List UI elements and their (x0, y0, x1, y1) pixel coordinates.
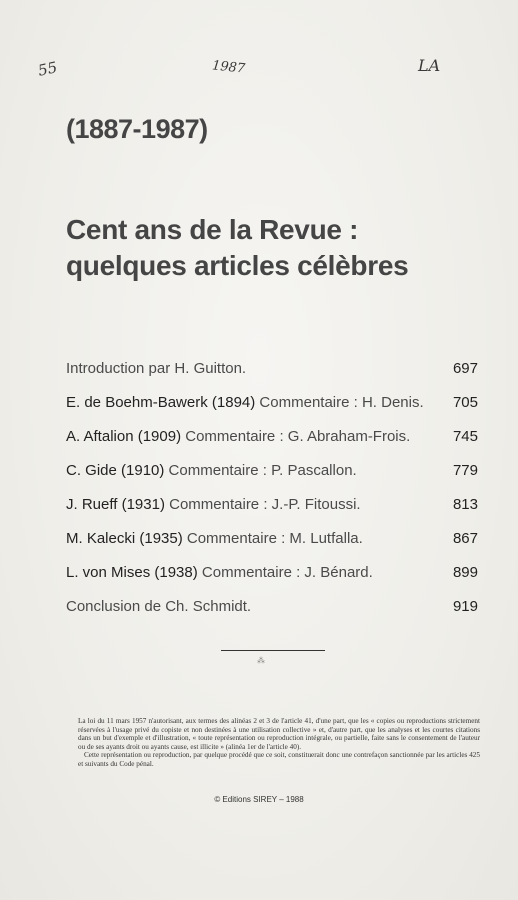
toc-text: Commentaire : G. Abraham-Frois. (181, 428, 411, 445)
ornament-icon: ⁂ (257, 656, 266, 665)
toc-entry (66, 428, 478, 462)
toc-entry (66, 496, 478, 530)
years-heading: (1887-1987) (66, 114, 208, 144)
toc-text: Conclusion de Ch. Schmidt. (66, 598, 252, 615)
legal-paragraph-2: Cette représentation ou reproduction, par quelque procédé que ce soit, constituerait donc une contrefaçon sanctionnée par les articles 425 et suivants du Code pénal. (78, 751, 480, 768)
table-of-contents (66, 360, 478, 632)
toc-entry (66, 360, 478, 394)
legal-notice (78, 717, 480, 769)
toc-page-number: 919 (452, 598, 478, 615)
toc-text: Introduction par H. Guitton. (66, 360, 247, 377)
handwritten-note-left: 55 (36, 58, 59, 80)
toc-author: C. Gide (1910) (66, 462, 165, 479)
toc-entry (66, 462, 478, 496)
toc-author: J. Rueff (1931) (66, 496, 165, 513)
page-title (66, 212, 408, 284)
toc-author: E. de Boehm-Bawerk (1894) (66, 394, 256, 411)
toc-page-number: 697 (452, 360, 478, 377)
toc-page-number: 779 (452, 462, 478, 479)
toc-author: M. Kalecki (1935) (66, 530, 183, 547)
toc-text: Commentaire : M. Lutfalla. (182, 530, 363, 547)
divider-rule (221, 650, 325, 651)
toc-page-number: 745 (452, 428, 478, 445)
title-line-1: Cent ans de la Revue : (66, 214, 359, 245)
toc-author: L. von Mises (1938) (66, 564, 198, 581)
toc-page-number: 867 (452, 530, 478, 547)
toc-text: Commentaire : H. Denis. (255, 394, 424, 411)
handwritten-note-right: LA (418, 56, 441, 75)
toc-page-number: 899 (452, 564, 478, 581)
handwritten-note-center: 1987 (211, 58, 246, 77)
toc-author: A. Aftalion (1909) (66, 428, 182, 445)
toc-text: Commentaire : P. Pascallon. (164, 462, 357, 479)
toc-page-number: 705 (452, 394, 478, 411)
title-line-2: quelques articles célèbres (66, 250, 409, 281)
toc-text: Commentaire : J. Bénard. (197, 564, 373, 581)
copyright-line: © Editions SIREY – 1988 (214, 795, 304, 804)
toc-entry (66, 598, 478, 632)
toc-entry (66, 564, 478, 598)
toc-text: Commentaire : J.-P. Fitoussi. (164, 496, 361, 513)
toc-entry (66, 394, 478, 428)
legal-paragraph-1: La loi du 11 mars 1957 n'autorisant, aux termes des alinéas 2 et 3 de l'article 41, d'une part, que les « copies ou reproductions strictement réservées à l'usage privé du copiste et non destinées à une utilisation collective » et, d'autre part, que les analyses et les courtes citations dans un but d'exemple et d'illustration, « toute représentation ou reproduction intégrale, ou partielle, faite sans le consentement de l'auteur ou de ses ayants droit ou ayants cause, est illicite » (alinéa 1er de l'article 40). (78, 717, 480, 751)
toc-entry (66, 530, 478, 564)
toc-page-number: 813 (452, 496, 478, 513)
